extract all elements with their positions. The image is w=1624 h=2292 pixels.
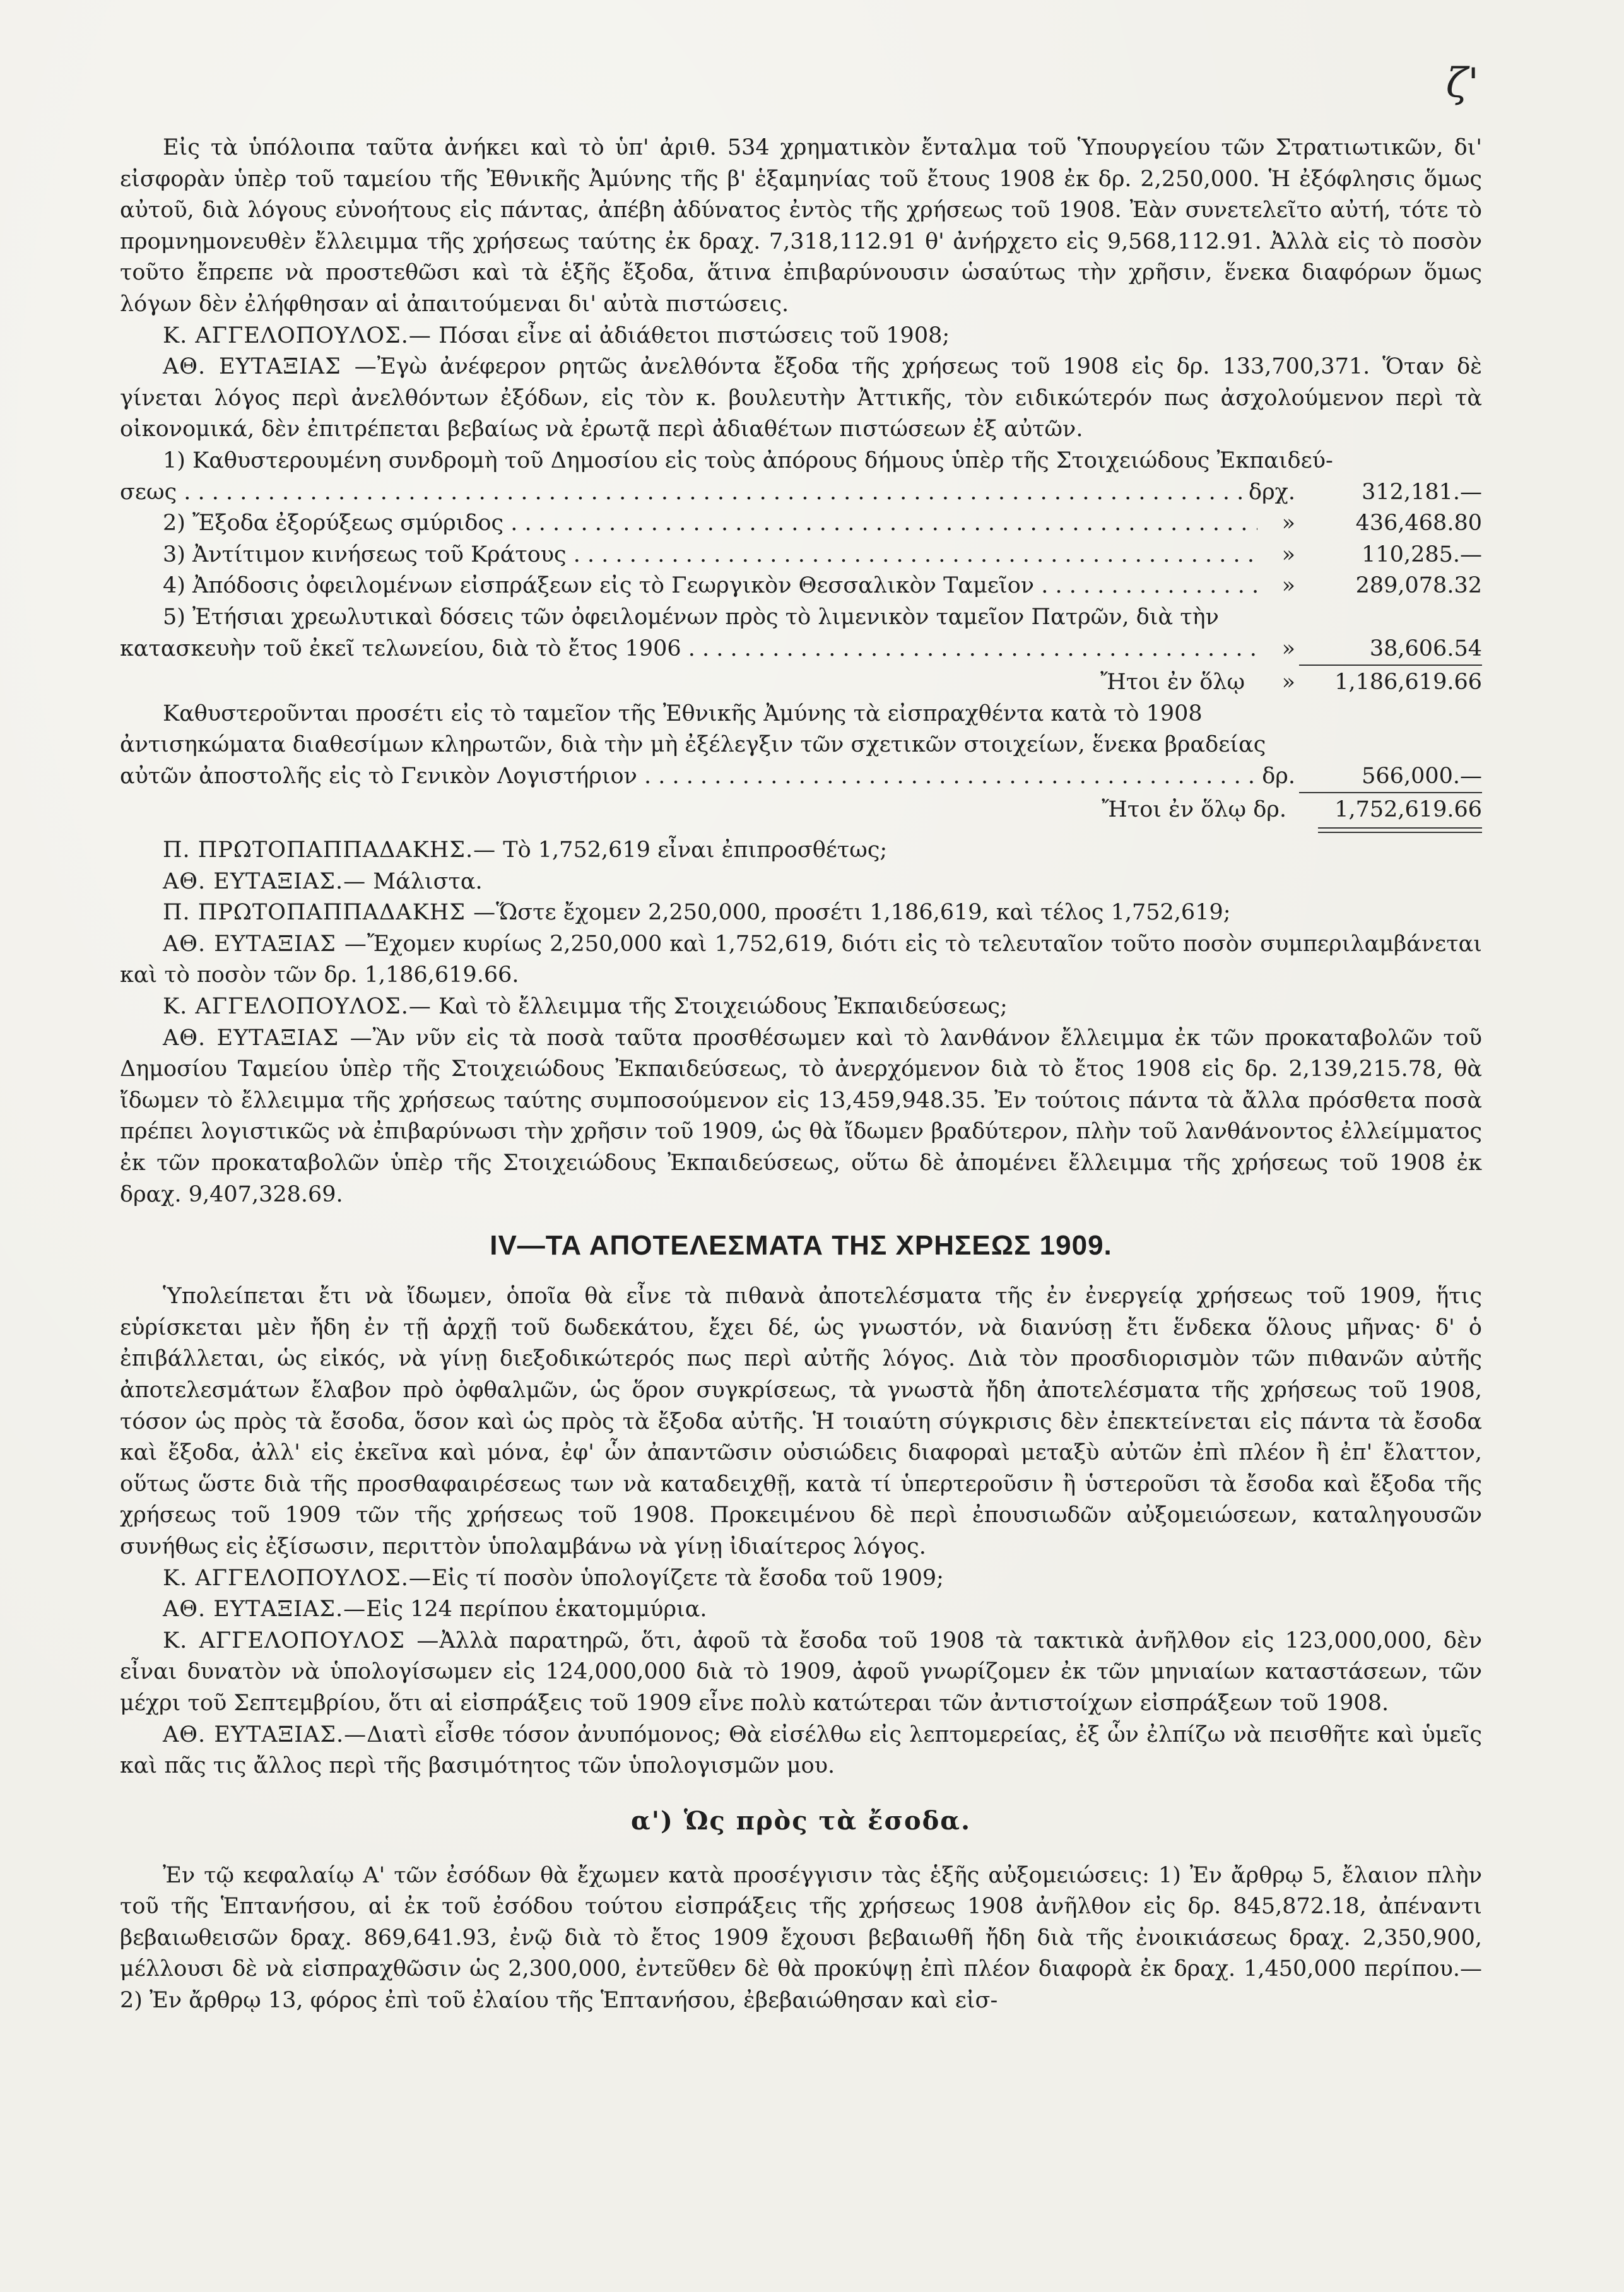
speaker-name: ΑΘ. ΕΥΤΑΞΙΑΣ — xyxy=(163,931,367,957)
speaker-name: ΑΘ. ΕΥΤΑΞΙΑΣ — xyxy=(163,354,377,380)
paragraph-remaining-balances: Εἰς τὰ ὑπόλοιπα ταῦτα ἀνήκει καὶ τὸ ὑπ' ἀριθ. 534 χρηματικὸν ἔνταλμα τοῦ Ὑπουργείου τῶν Στρατιωτικῶν, δι' εἰσφορὰν ὑπὲρ τοῦ ταμείου τῆς Ἐθνικῆς Ἀμύνης τῆς β' ἑξαμηνίας τοῦ ἔτους 1908 ἐκ δρ. 2,250,000. Ἡ ἐξόφλησις ὅμως αὐτοῦ, διὰ λόγους εὐνοήτους εἰς πάντας, ἀπέβη ἀδύνατος ἐντὸς τῆς χρήσεως τοῦ 1908. Ἐὰν συνετελεῖτο αὐτή, τότε τὸ προμνημονευθὲν ἔλλειμμα τῆς χρήσεως ταύτης ἐκ δραχ. 7,318,112.91 θ' ἀνήρχετο εἰς 9,568,112.91. Ἀλλὰ εἰς τὸ ποσὸν τοῦτο ἔπρεπε νὰ προστεθῶσι καὶ τὰ ἑξῆς ἔξοδα, ἅτινα ἐπιβαρύνουσιν ὡσαύτως τὴν χρῆσιν, ἕνεκα διαφόρων ὅμως λόγων δὲν ἐλήφθησαν αἱ ἀπαιτούμεναι δι' αὐτὰ πιστώσεις. xyxy=(120,135,1482,317)
speaker-name: ΑΘ. ΕΥΤΑΞΙΑΣ.— xyxy=(163,1722,367,1747)
speaker-name: Π. ΠΡΩΤΟΠΑΠΠΑΔΑΚΗΣ.— xyxy=(163,837,497,863)
amount-value: 566,000.— xyxy=(1362,763,1482,789)
speaker-name: ΑΘ. ΕΥΤΑΞΙΑΣ.— xyxy=(163,868,367,894)
currency-unit: » xyxy=(1281,635,1295,661)
dialogue-line xyxy=(120,1720,1482,1782)
list-item-5-line2 xyxy=(120,634,1482,665)
list-item-text: 2) Ἔξοδα ἐξορύξεως σμύριδος . . . xyxy=(163,508,1257,540)
expense-list xyxy=(120,446,1482,835)
currency-unit: δρχ. xyxy=(1249,479,1295,505)
total-amount: 1,752,619.66 xyxy=(1334,797,1482,823)
total-amount: 1,186,619.66 xyxy=(1334,670,1482,695)
section-heading: IV—ΤΑ ΑΠΟΤΕΛΕΣΜΑΤΑ ΤΗΣ ΧΡΗΣΕΩΣ 1909. xyxy=(490,1230,1112,1261)
speech-text: Ὥστε ἔχομεν 2,250,000, προσέτι 1,186,619, καὶ τέλος 1,752,619; xyxy=(496,900,1231,926)
dialogue-line xyxy=(120,991,1482,1023)
currency-unit: » xyxy=(1281,573,1295,599)
speech-text: Εἰς τί ποσὸν ὑπολογίζετε τὰ ἔσοδα τοῦ 1909; xyxy=(431,1565,944,1591)
speech-text: Καὶ τὸ ἔλλειμμα τῆς Στοιχειώδους Ἐκπαιδεύσεως; xyxy=(431,994,1008,1020)
total-row-2 xyxy=(120,795,1482,826)
speaker-name: Κ. ΑΓΓΕΛΟΠΟΥΛΟΣ.— xyxy=(163,994,432,1020)
amount-value: 436,468.80 xyxy=(1355,511,1482,536)
text-line-with-amount xyxy=(120,761,1482,793)
dialogue-line xyxy=(120,321,1482,352)
text-line: Καθυστεροῦνται προσέτι εἰς τὸ ταμεῖον τῆς Ἐθνικῆς Ἀμύνης τὰ εἰσπραχθέντα κατὰ τὸ 1908 xyxy=(163,700,1203,726)
speaker-name: Π. ΠΡΩΤΟΠΑΠΠΑΔΑΚΗΣ — xyxy=(163,900,497,926)
total-label: Ἤτοι ἐν ὅλῳ δρ. xyxy=(1102,797,1286,823)
double-underline xyxy=(120,826,1482,835)
speaker-name: ΑΘ. ΕΥΤΑΞΙΑΣ — xyxy=(163,1025,373,1051)
speech-text: Εἰς 124 περίπου ἑκατομμύρια. xyxy=(366,1597,707,1622)
currency-unit: » xyxy=(1281,541,1295,567)
dialogue-line xyxy=(120,1563,1482,1595)
speaker-name: ΑΘ. ΕΥΤΑΞΙΑΣ.— xyxy=(163,1597,367,1622)
list-item-1-line1 xyxy=(120,446,1482,477)
speech-text: Ἀλλὰ παρατηρῶ, ὅτι, ἀφοῦ τὰ ἔσοδα τοῦ 1908 τὰ τακτικὰ ἀνῆλθον εἰς 123,000,000, δὲν εἶναι δυνατὸν νὰ ὑπολογίσωμεν εἰς 124,000,000 διὰ τὸ 1909, ἀφοῦ γνωρίζομεν ἐκ τῶν μηνιαίων καταστάσεων, τῶν μέχρι τοῦ Σεπτεμβρίου, ὅτι αἱ εἰσπράξεις τοῦ 1909 εἶνε πολὺ κατώτεραι τῶν ἀντιστοίχων εἰσπράξεων τοῦ 1908. xyxy=(120,1627,1482,1716)
list-item-4 xyxy=(120,570,1482,602)
speech-text: Μάλιστα. xyxy=(366,868,483,894)
speaker-name: Κ. ΑΓΓΕΛΟΠΟΥΛΟΣ.— xyxy=(163,322,432,348)
speech-text: Τὸ 1,752,619 εἶναι ἐπιπροσθέτως; xyxy=(496,837,888,863)
dialogue-line xyxy=(120,835,1482,866)
text-line: ἀντισηκώματα διαθεσίμων κληρωτῶν, διὰ τὴν μὴ ἐξέλεγξιν τῶν σχετικῶν στοιχείων, ἕνεκα βραδείας xyxy=(120,732,1266,758)
dialogue-line xyxy=(120,929,1482,991)
currency-unit: δρ. xyxy=(1262,763,1295,789)
speech-text: Ἂν νῦν εἰς τὰ ποσὰ ταῦτα προσθέσωμεν καὶ τὸ λανθάνον ἔλλειμμα ἐκ τῶν προκαταβολῶν τοῦ Δημοσίου Ταμείου ὑπὲρ τῆς Στοιχειώδους Ἐκπαιδεύσεως, τὸ ἀνερχόμενον διὰ τὸ ἔτος 1908 εἰς δρ. 2,139,215.78, θὰ ἴδωμεν τὸ ἔλλειμμα τῆς χρήσεως ταύτης συμποσούμενον εἰς 13,459,948.35. Ἐν τούτοις πάντα τὰ ἄλλα πρόσθετα ποσὰ πρέπει λογιστικῶς νὰ ἐπιβαρύνωσι τὴν χρῆσιν τοῦ 1909, ὡς θὰ ἴδωμεν βραδύτερον, πλὴν τοῦ λανθάνοντος ἐλλείμματος ἐκ τῶν προκαταβολῶν ὑπὲρ τῆς Στοιχειώδους Ἐκπαιδεύσεως, οὕτω δὲ ἀπομένει ἔλλειμμα τῆς χρήσεως τοῦ 1908 ἐκ δραχ. 9,407,328.69. xyxy=(120,1025,1482,1207)
currency-unit: » xyxy=(1281,511,1295,536)
currency-unit: » xyxy=(1281,670,1295,695)
dialogue-line xyxy=(120,1626,1482,1720)
dialogue-line xyxy=(120,866,1482,898)
final-paragraph: Ἐν τῷ κεφαλαίῳ Α' τῶν ἐσόδων θὰ ἔχωμεν κατὰ προσέγγισιν τὰς ἑξῆς αὐξομειώσεις: 1) Ἐν ἄρθρῳ 5, ἔλαιον πλὴν τοῦ τῆς Ἑπτανήσου, αἱ ἐκ τοῦ ἐσόδου τούτου εἰσπράξεις τῆς χρήσεως 1908 ἀνῆλθον εἰς δρ. 845,872.18, ἀπέναντι βεβαιωθεισῶν δραχ. 869,641.93, ἐνῷ διὰ τὸ ἔτος 1909 ἔχουσι βεβαιωθῆ ἤδη διὰ τῆς ἐνοικιάσεως δραχ. 2,350,900, μέλλουσι δὲ νὰ εἰσπραχθῶσιν ὡς 2,300,000, ἐντεῦθεν δὲ θὰ προκύψῃ ἐπὶ πλέον διαφορὰ ἐκ δραχ. 1,450,000 περίπου.—2) Ἐν ἄρθρῳ 13, φόρος ἐπὶ τοῦ ἐλαίου τῆς Ἑπτανήσου, ἐβεβαιώθησαν καὶ εἰσ- xyxy=(120,1862,1482,2014)
list-item-2 xyxy=(120,508,1482,540)
speaker-name: Κ. ΑΓΓΕΛΟΠΟΥΛΟΣ — xyxy=(163,1627,440,1653)
dialogue-line xyxy=(120,351,1482,446)
list-item-text: κατασκευὴν τοῦ ἐκεῖ τελωνείου, διὰ τὸ ἔτος 1906 . . . xyxy=(120,634,1257,665)
dialogue-line xyxy=(120,897,1482,929)
list-item-1-line2 xyxy=(120,477,1482,509)
list-item-5-line1 xyxy=(120,602,1482,634)
section-paragraph: Ὑπολείπεται ἔτι νὰ ἴδωμεν, ὁποῖα θὰ εἶνε τὰ πιθανὰ ἀποτελέσματα τῆς ἐν ἐνεργείᾳ χρήσεως τοῦ 1909, ἥτις εὑρίσκεται μὲν ἤδη ἐν τῇ ἀρχῇ τοῦ δωδεκάτου, ἔχει δέ, ὡς γνωστόν, νὰ διανύσῃ ἔτι ἕνδεκα ὅλους μῆνας· δ' ὁ ἐπιβάλλεται, ὡς εἰκός, νὰ γίνῃ διεξοδικώτερός πως περὶ αὐτῆς λόγος. Διὰ τὸν προσδιορισμὸν τῶν πιθανῶν αὐτῆς ἀποτελεσμάτων ἔλαβον πρὸ ὀφθαλμῶν, ὡς ὅρον συγκρίσεως, τὰ γνωστὰ ἤδη ἀποτελέσματα τῆς χρήσεως τοῦ 1908, τόσον ὡς πρὸς τὰ ἔσοδα, ὅσον καὶ ὡς πρὸς τὰ ἔξοδα αὐτῆς. Ἡ τοιαύτη σύγκρισις δὲν ἐπεκτείνεται εἰς πάντα τὰ ἔσοδα καὶ ἔξοδα, ἀλλ' εἰς ἐκεῖνα καὶ μόνα, ἐφ' ὧν ἀπαντῶσιν οὐσιώδεις διαφοραὶ μεταξὺ αὐτῶν ἐπὶ πλέον ἢ ἐπ' ἔλαττον, οὕτως ὥστε διὰ τῆς προσθαφαιρέσεως των νὰ καταδειχθῇ, κατὰ τί ὑπερτεροῦσιν ἢ ὑστεροῦσι τὰ ἔσοδα καὶ ἔξοδα τῆς χρήσεως τοῦ 1909 τῶν τῆς χρήσεως τοῦ 1908. Προκειμένου δὲ περὶ ἐπουσιωδῶν αὐξομειώσεων, καταληγουσῶν συνήθως εἰς ἐξίσωσιν, περιττὸν ὑπολαμβάνω νὰ γίνῃ ἰδιαίτερος λόγος. xyxy=(120,1284,1482,1559)
speech-text: Ἔχομεν κυρίως 2,250,000 καὶ 1,752,619, διότι εἰς τὸ τελευταῖον τοῦτο ποσὸν συμπεριλαμβάνεται καὶ τὸ ποσὸν τῶν δρ. 1,186,619.66. xyxy=(120,931,1482,988)
amount-value: 110,285.— xyxy=(1362,541,1482,567)
speaker-name: Κ. ΑΓΓΕΛΟΠΟΥΛΟΣ.— xyxy=(163,1565,432,1591)
total-label: Ἤτοι ἐν ὅλῳ xyxy=(1100,670,1245,695)
double-underline-line xyxy=(1318,827,1482,833)
list-item-text: 1) Καθυστερουμένη συνδρομὴ τοῦ Δημοσίου εἰς τοὺς ἀπόρους δήμους ὑπὲρ τῆς Στοιχειώδους Ἐκπαιδεύ- xyxy=(163,447,1333,473)
speech-text: Διατὶ εἶσθε τόσον ἀνυπόμονος; Θὰ εἰσέλθω εἰς λεπτομερείας, ἐξ ὧν ἐλπίζω νὰ πεισθῆτε καὶ ὑμεῖς καὶ πᾶς τις ἄλλος περὶ τῆς βασιμότητος τῶν ὑπολογισμῶν μου. xyxy=(120,1722,1482,1779)
list-item-text: σεως . . . xyxy=(120,477,1249,509)
page-number: ζ' xyxy=(1445,60,1479,107)
speech-text: Πόσαι εἶνε αἱ ἀδιάθετοι πιστώσεις τοῦ 1908; xyxy=(431,322,950,348)
list-item-text: 4) Ἀπόδοσις ὀφειλομένων εἰσπράξεων εἰς τὸ Γεωργικὸν Θεσσαλικὸν Ταμεῖον . . . xyxy=(163,570,1257,602)
list-item-text: 5) Ἐτήσιαι χρεωλυτικαὶ δόσεις τῶν ὀφειλομένων πρὸς τὸ λιμενικὸν ταμεῖον Πατρῶν, διὰ τὴν xyxy=(163,604,1219,630)
amount-value: 312,181.— xyxy=(1362,479,1482,505)
delayed-receipts-paragraph xyxy=(120,699,1482,793)
amount-value: 289,078.32 xyxy=(1355,573,1482,599)
speech-text: Ἐγὼ ἀνέφερον ρητῶς ἀνελθόντα ἔξοδα τῆς χρήσεως τοῦ 1908 εἰς δρ. 133,700,371. Ὅταν δὲ γίνεται λόγος περὶ ἀνελθόντων ἐξόδων, εἰς τὸν κ. βουλευτὴν Ἀττικῆς, τὸν ειδικώτερόν πως ἀσχολούμενον περὶ τὰ οἰκονομικά, δὲν ἐπιτρέπεται βεβαίως νὰ ἐρωτᾷ περὶ ἀδιαθέτων πιστώσεων ἐξ αὐτῶν. xyxy=(120,354,1482,442)
list-item-text: 3) Ἀντίτιμον κινήσεως τοῦ Κράτους . . . xyxy=(163,540,1257,571)
dialogue-line xyxy=(120,1594,1482,1626)
subsection-heading: α') Ὡς πρὸς τὰ ἔσοδα. xyxy=(630,1805,972,1836)
amount-value: 38,606.54 xyxy=(1369,635,1482,661)
text-line: αὐτῶν ἀποστολῆς εἰς τὸ Γενικὸν Λογιστήριον . . . xyxy=(120,761,1257,793)
list-item-3 xyxy=(120,540,1482,571)
total-row-1 xyxy=(120,667,1482,699)
dialogue-line xyxy=(120,1023,1482,1211)
